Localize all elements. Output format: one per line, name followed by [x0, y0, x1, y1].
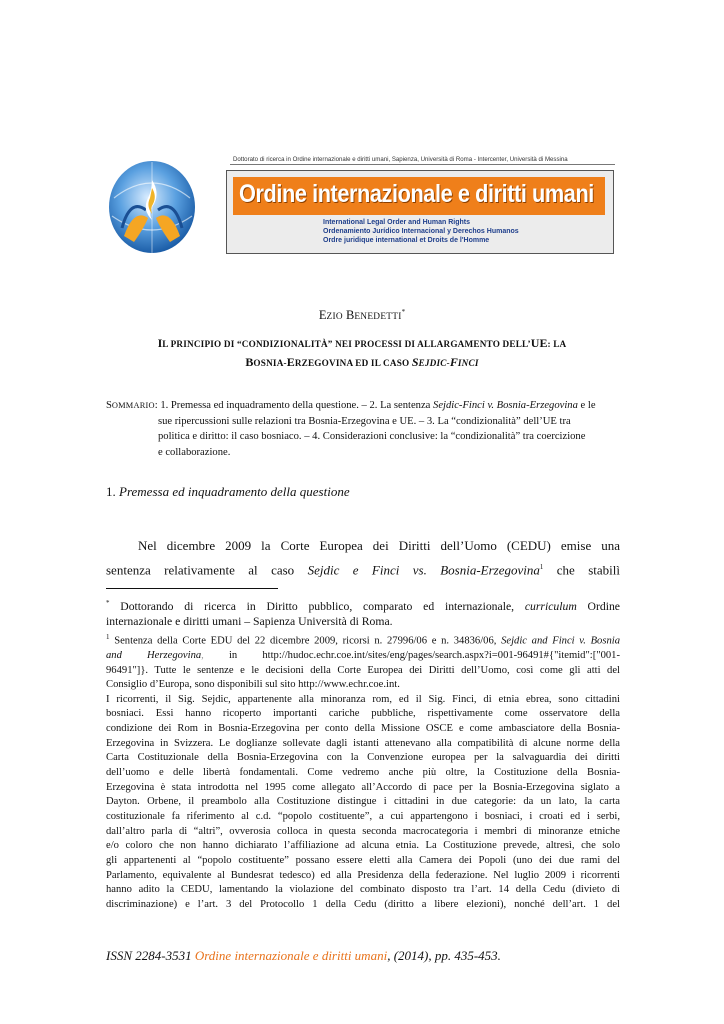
article-title: [100, 334, 624, 372]
body-paragraph: [106, 535, 620, 580]
fn-para-line: e/o coloro che non hanno dichiarato l’affiliazione ad alcuna etnia. La Costituzione prevede, altresì, che solo: [106, 840, 620, 852]
footer-issn: ISSN 2284-3531: [106, 948, 195, 963]
footer-citation: , (2014), pp. 435-453.: [387, 948, 501, 963]
fn-para-line: gli appartenenti al “popolo costituente” possano essere eletti alla Camera dei Popoli (uno dei due rami del: [106, 855, 620, 867]
footnote-rule: [106, 588, 278, 589]
fn-para-line: Carta Costituzionale della Bosnia-Erzegovina con la Convenzione europea per la salvaguardia dei diritti: [106, 752, 620, 764]
fn-para-line: Erzegovina è stata introdotta nel 1995 come allegato all’Accordo di pace per la Bosnia-Erzegovina siglato a: [106, 781, 620, 793]
fn-para-line: dell’uomo e delle libertà fondamentali. Come vedremo anche più oltre, la Costituzione della Bosnia-: [106, 767, 620, 779]
footnote-ref-1[interactable]: 1: [539, 562, 544, 571]
fn-para-line: Erzegovina in Svizzera. Le doglianze sollevate dagli istanti attenevano alla compatibilità di alcune norme della: [106, 737, 620, 749]
banner-title-bar: [233, 177, 605, 215]
title-line-2: BOSNIA-ERZEGOVINA ED IL CASO SEJDIC-FINCI: [245, 355, 479, 369]
section-heading: 1. Premessa ed inquadramento della questione: [106, 484, 350, 499]
summary-line-3: politica e diritto: il caso bosniaco. – 4. Considerazioni conclusive: la “condizionalità” tra coercizione: [158, 431, 586, 443]
footer-journal: Ordine internazionale e diritti umani: [194, 948, 388, 963]
footnote-1-paragraph: [106, 693, 620, 913]
footnote-1-line-4: Consiglio d’Europa, sono disponibili sul sito http://www.echr.coe.int.: [106, 679, 400, 691]
banner-subtitles: [323, 218, 519, 245]
summary-line-2: sue ripercussioni sulle relazioni tra Bosnia-Erzegovina e UE. – 3. La “condizionalità” dell’UE tra: [158, 415, 571, 427]
body-line-2: sentenza relativamente al caso Sejdic e Finci vs. Bosnia-Erzegovina$^1$ che stabilì: [106, 561, 620, 577]
footnote-1-line-2: and Herzegovina, in http://hudoc.echr.coe.int/sites/eng/pages/search.aspx?i=001-96491#{"itemid":["001-: [106, 650, 620, 662]
journal-banner: [226, 170, 614, 254]
footnote-1-line-1: $^1$ Sentenza della Corte EDU del 22 dicembre 2009, ricorsi n. 27996/06 e n. 34836/06, Sejdic and Finci v. Bosnia: [106, 632, 620, 647]
subtitle-en: International Legal Order and Human Rights: [323, 219, 471, 226]
footnote-star-line-2: internazionale e diritti umani – Sapienza Università di Roma.: [106, 615, 393, 629]
fn-para-line: Parlamento, equivalente al Bundesrat tedesco) ed alla Presidenza della federazione. Nel luglio 2009 i ricorrenti: [106, 869, 620, 881]
globe-with-hands-and-flame-logo: [104, 158, 244, 258]
footnote-1-line-3: 96491"]}. Tutte le sentenze e le decisioni della Corte Europea dei Diritti dell’Uomo, così come gli atti del: [106, 664, 620, 676]
fn-para-line: hanno adito la CEDU, lamentando la violazione del combinato disposto tra l’art. 14 della Cedu (divieto di: [106, 884, 620, 896]
footnotes: [106, 596, 620, 913]
summary-block: [106, 398, 628, 460]
author-footnote-marker: *: [401, 308, 406, 316]
fn-para-line: I ricorrenti, il Sig. Sejdic, appartenente alla minoranza rom, ed il Sig. Finci, di etnia ebrea, sono cittadini: [106, 693, 620, 705]
banner-title: Ordine internazionale e diritti umani: [239, 180, 594, 208]
fn-para-line: condizione dei Rom in Bosnia-Erzegovina per conto della Missione OSCE e come ambasciatore della Bosnia-: [106, 723, 620, 735]
fn-para-line: bosniaci. Essi hanno ricoperto importanti cariche pubbliche, rispettivamente come osservatore della: [106, 708, 620, 720]
hudoc-link[interactable]: in http://hudoc.echr.coe.int/sites/eng/pages/search.aspx?i=001-96491#{"itemid":["001-: [203, 650, 620, 662]
body-line-1: Nel dicembre 2009 la Corte Europea dei Diritti dell’Uomo (CEDU) emise una: [138, 538, 620, 553]
title-line-1: IL PRINCIPIO DI “CONDIZIONALITÀ” NEI PROCESSI DI ALLARGAMENTO DELL’UE: LA: [157, 336, 567, 350]
footnote-star-line-1: * Dottorando di ricerca in Diritto pubblico, comparato ed internazionale, curriculum Ordine: [106, 599, 620, 613]
subtitle-es: Ordenamiento Jurídico Internacional y Derechos Humanos: [323, 228, 519, 235]
caption-rule: [230, 164, 615, 165]
page-footer: [106, 948, 501, 964]
doctorate-caption: Dottorato di ricerca in Ordine internazionale e diritti umani, Sapienza, Università di Roma - Intercenter, Università di Messina: [233, 156, 568, 163]
footnote-1: [106, 630, 620, 913]
summary-line-1: SOMMARIO: 1. Premessa ed inquadramento della questione. – 2. La sentenza Sejdic-Finci v. Bosnia-Erzegovina e le: [106, 400, 596, 411]
subtitle-fr: Ordre juridique international et Droits de l'Homme: [323, 237, 490, 244]
fn-para-line: dall’altro parla di “altri”, ovverosia colloca in questa seconda macrocategoria i membri di minoranze etniche: [106, 825, 620, 837]
summary-line-4: e collaborazione.: [158, 446, 231, 458]
fn-para-line: costituzionale fa riferimento al c.d. “popolo costituente”, a cui appartengono i bosniaci, i croati ed i serbi,: [106, 811, 620, 823]
footnote-star: [106, 596, 620, 630]
author-name: EZIO BENEDETTI*: [318, 308, 406, 323]
fn-para-line: Dayton. Orbene, il preambolo alla Costituzione distingue i cittadini in due categorie: da un lato, la carta: [106, 796, 620, 808]
fn-para-line: discriminazione) e l’art. 3 del Protocollo 1 della Cedu (diritto a libere elezioni), nonché dell’art. 1 del: [106, 898, 620, 910]
